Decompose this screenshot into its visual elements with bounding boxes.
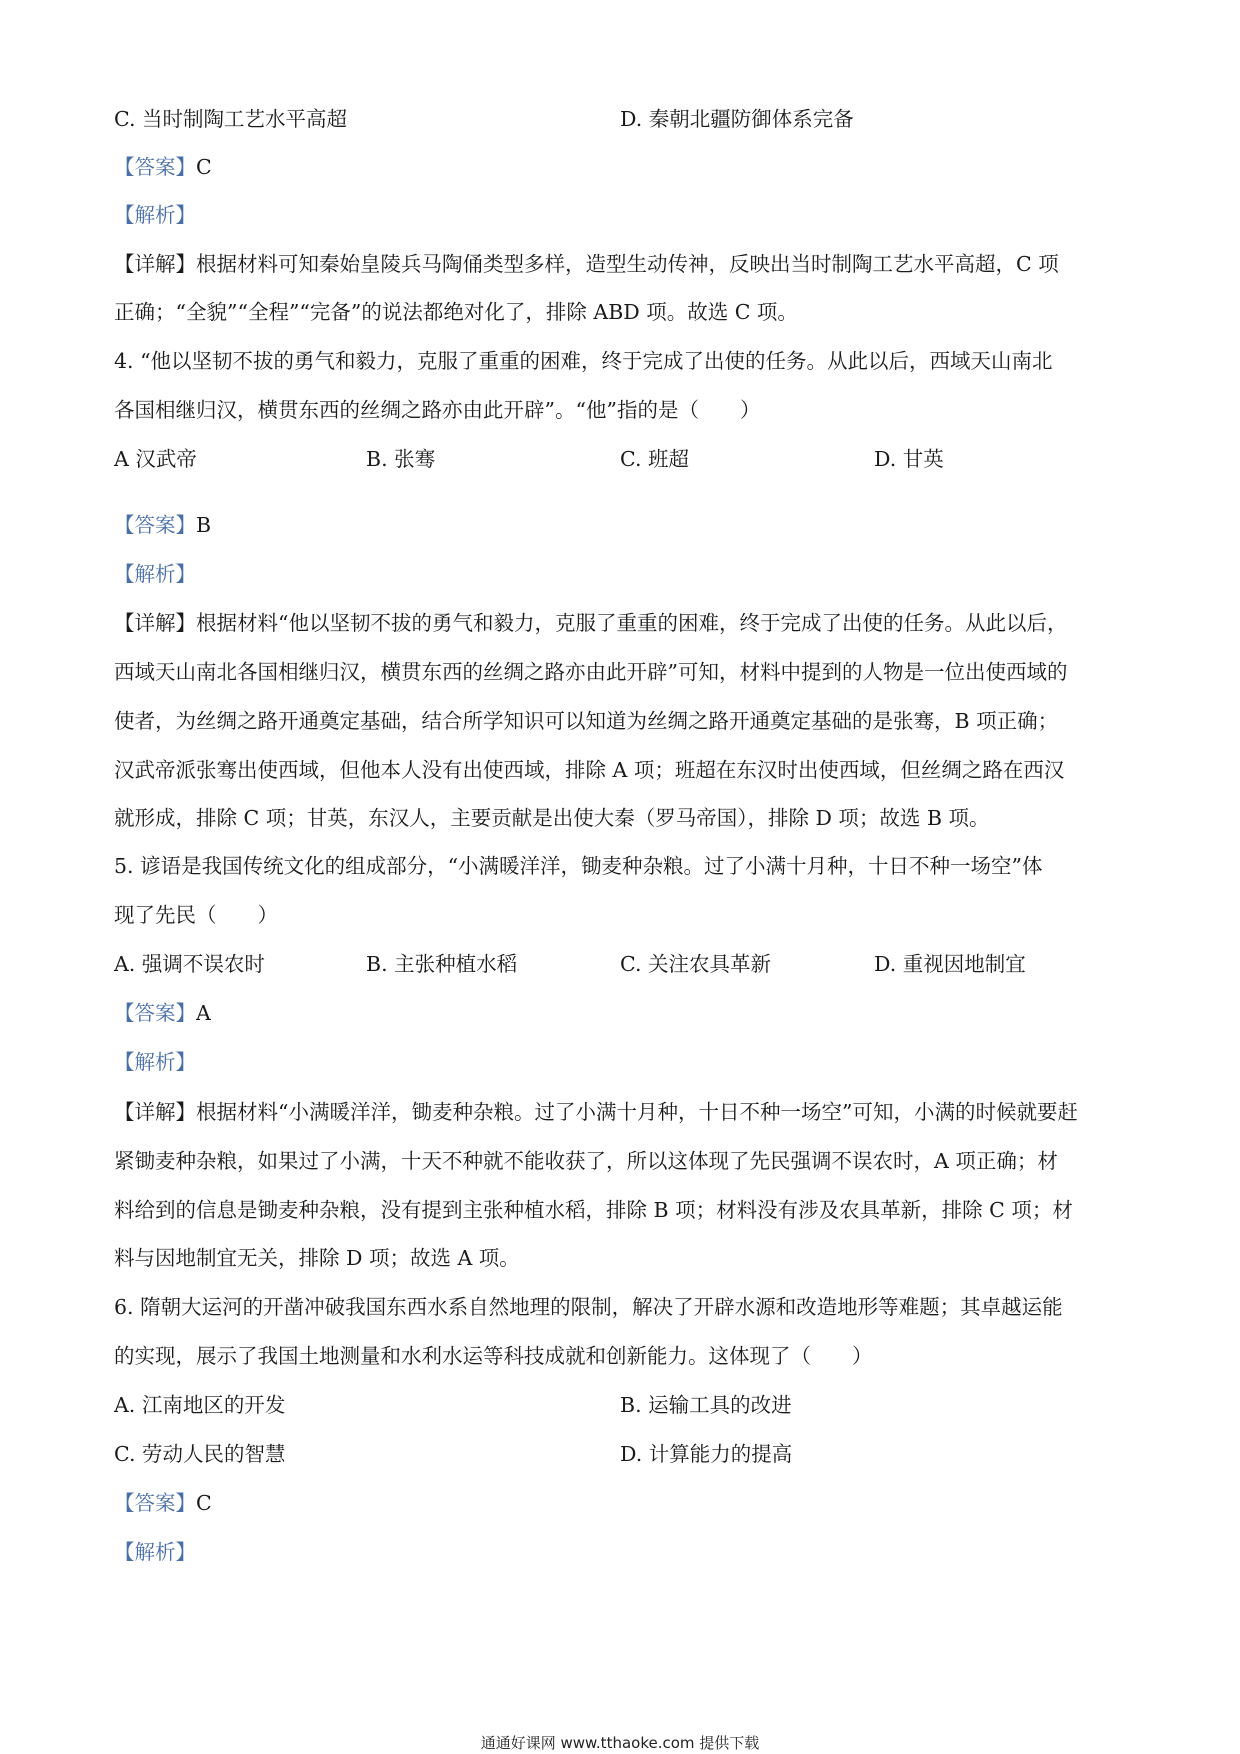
- answer-value: C: [196, 155, 212, 179]
- answer-value: B: [196, 513, 212, 537]
- q5-detail-line-3: 料给到的信息是锄麦种杂粮，没有提到主张种植水稻，排除 B 项；材料没有涉及农具革新，排除 C 项；材: [114, 1198, 1073, 1222]
- detail-text: 根据材料可知秦始皇陵兵马陶俑类型多样，造型生动传神，反映出当时制陶工艺水平高超，C 项: [196, 252, 1059, 276]
- q6-stem-line-2: 的实现，展示了我国土地测量和水利水运等科技成就和创新能力。这体现了（ ）: [114, 1344, 873, 1368]
- detail-tag: 【详解】: [114, 1100, 196, 1124]
- answer-value: A: [196, 1001, 211, 1025]
- q4-answer: [114, 512, 1134, 539]
- detail-tag: 【详解】: [114, 252, 196, 276]
- detail-text: 根据材料“他以坚韧不拔的勇气和毅力，克服了重重的困难，终于完成了出使的任务。从此以后，: [196, 611, 1068, 635]
- q6-answer: [114, 1490, 1134, 1517]
- q4-detail-line-2: 西域天山南北各国相继归汉，横贯东西的丝绸之路亦由此开辟”可知，材料中提到的人物是一位出使西域的: [114, 660, 1068, 684]
- answer-tag: 【答案】: [114, 1491, 196, 1515]
- q4-option-d: D. 甘英: [874, 447, 944, 471]
- q3-option-d: D. 秦朝北疆防御体系完备: [620, 107, 854, 131]
- q3-detail-line-2: 正确；“全貌”“全程”“完备”的说法都绝对化了，排除 ABD 项。故选 C 项。: [114, 300, 798, 324]
- answer-tag: 【答案】: [114, 513, 196, 537]
- q3-analysis-tag: 【解析】: [114, 203, 196, 227]
- q5-detail-line-4: 料与因地制宜无关，排除 D 项；故选 A 项。: [114, 1246, 520, 1270]
- q6-option-c: C. 劳动人民的智慧: [114, 1442, 286, 1466]
- q4-analysis-tag: 【解析】: [114, 562, 196, 586]
- q5-detail-line-1: [114, 1099, 1134, 1126]
- q3-answer: [114, 154, 1134, 181]
- q6-option-d: D. 计算能力的提高: [620, 1442, 793, 1466]
- answer-tag: 【答案】: [114, 1001, 196, 1025]
- q4-detail-line-3: 使者，为丝绸之路开通奠定基础，结合所学知识可以知道为丝绸之路开通奠定基础的是张骞，B 项正确；: [114, 709, 1059, 733]
- q3-option-c: C. 当时制陶工艺水平高超: [114, 107, 347, 131]
- q5-stem-line-2: 现了先民（ ）: [114, 903, 278, 927]
- q5-answer: [114, 1000, 1134, 1027]
- q3-detail-line-1: [114, 251, 1134, 278]
- q6-option-a: A. 江南地区的开发: [114, 1393, 286, 1417]
- q5-option-b: B. 主张种植水稻: [366, 952, 518, 976]
- answer-value: C: [196, 1491, 212, 1515]
- q4-option-b: B. 张骞: [366, 447, 436, 471]
- q5-stem-line-1: 5. 谚语是我国传统文化的组成部分，“小满暖洋洋，锄麦种杂粮。过了小满十月种，十日不种一场空”体: [114, 854, 1043, 878]
- q5-analysis-tag: 【解析】: [114, 1050, 196, 1074]
- answer-tag: 【答案】: [114, 155, 196, 179]
- q6-stem-line-1: 6. 隋朝大运河的开凿冲破我国东西水系自然地理的限制，解决了开辟水源和改造地形等难题；其卓越运能: [114, 1295, 1063, 1319]
- q4-stem-line-2: 各国相继归汉，横贯东西的丝绸之路亦由此开辟”。“他”指的是（ ）: [114, 398, 761, 422]
- q4-detail-line-5: 就形成，排除 C 项；甘英，东汉人，主要贡献是出使大秦（罗马帝国），排除 D 项；故选 B 项。: [114, 806, 990, 830]
- q5-option-a: A. 强调不误农时: [114, 952, 265, 976]
- q5-option-d: D. 重视因地制宜: [874, 952, 1026, 976]
- footer-source: 通通好课网 www.tthaoke.com 提供下载: [480, 1734, 760, 1752]
- q5-detail-line-2: 紧锄麦种杂粮，如果过了小满，十天不种就不能收获了，所以这体现了先民强调不误农时，A 项正确；材: [114, 1149, 1058, 1173]
- q6-analysis-tag: 【解析】: [114, 1540, 196, 1564]
- q4-option-c: C. 班超: [620, 447, 689, 471]
- q4-stem-line-1: 4. “他以坚韧不拔的勇气和毅力，克服了重重的困难，终于完成了出使的任务。从此以后，西域天山南北: [114, 349, 1053, 373]
- q5-option-c: C. 关注农具革新: [620, 952, 771, 976]
- q6-option-b: B. 运输工具的改进: [620, 1393, 792, 1417]
- q4-detail-line-1: [114, 610, 1134, 637]
- detail-text: 根据材料“小满暖洋洋，锄麦种杂粮。过了小满十月种，十日不种一场空”可知，小满的时候就要赶: [196, 1100, 1078, 1124]
- q4-detail-line-4: 汉武帝派张骞出使西域，但他本人没有出使西域，排除 A 项；班超在东汉时出使西域，但丝绸之路在西汉: [114, 758, 1065, 782]
- detail-tag: 【详解】: [114, 611, 196, 635]
- q4-option-a: A 汉武帝: [114, 447, 197, 471]
